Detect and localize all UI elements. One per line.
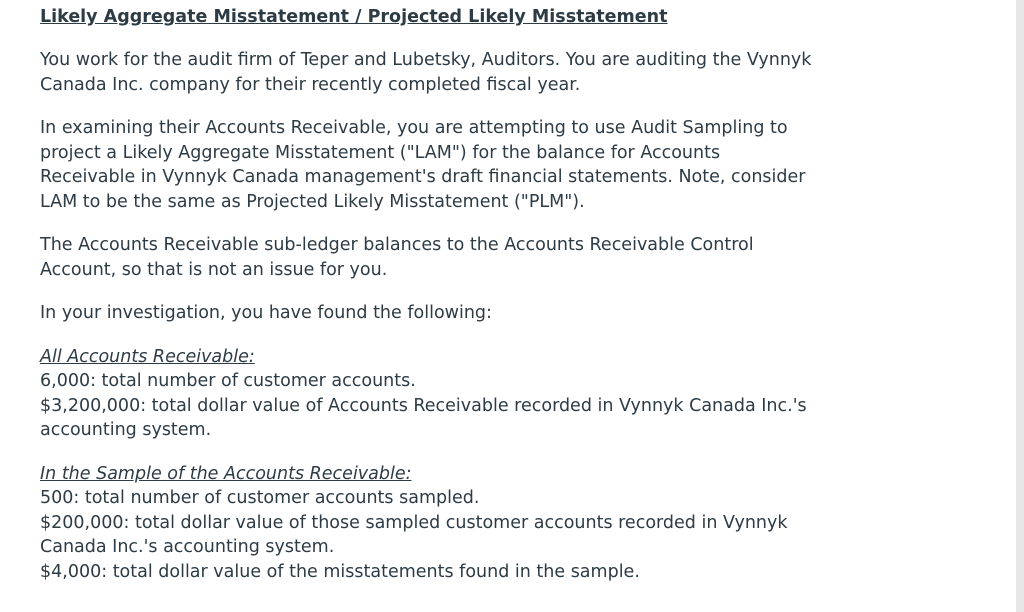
subledger-paragraph: The Accounts Receivable sub-ledger balances to the Accounts Receivable Control Account, so that is not an issue for you. bbox=[40, 235, 754, 280]
investigation-paragraph: In your investigation, you have found the following: bbox=[40, 303, 492, 323]
all-ar-line: $3,200,000: total dollar value of Accounts Receivable recorded in Vynnyk Canada Inc.'s accounting system. bbox=[40, 395, 807, 440]
sample-ar-line: 500: total number of customer accounts sampled. bbox=[40, 488, 480, 508]
sample-ar-line: $200,000: total dollar value of those sampled customer accounts recorded in Vynnyk Canada Inc.'s accounting system. bbox=[40, 512, 788, 557]
all-ar-section bbox=[40, 345, 815, 443]
all-ar-line: 6,000: total number of customer accounts. bbox=[40, 371, 416, 391]
sample-ar-line: $4,000: total dollar value of the misstatements found in the sample. bbox=[40, 561, 640, 582]
sampling-paragraph: In examining their Accounts Receivable, you are attempting to use Audit Sampling to project a Likely Aggregate Misstatement ("LAM") for the balance for Accounts Receivable in Vynnyk Canada management's draft financial statements. Note, consider LAM to be the same as Projected Likely Misstatement ("PLM"). bbox=[40, 118, 806, 212]
sample-ar-heading: In the Sample of the Accounts Receivable: bbox=[40, 463, 412, 484]
sample-ar-section bbox=[40, 462, 815, 585]
intro-paragraph: You work for the audit firm of Teper and Lubetsky, Auditors. You are auditing the Vynnyk Canada Inc. company for their recently completed fiscal year. bbox=[40, 50, 812, 95]
page-title: Likely Aggregate Misstatement / Projected Likely Misstatement bbox=[40, 7, 668, 27]
scrollbar[interactable] bbox=[1016, 0, 1024, 612]
all-ar-heading: All Accounts Receivable: bbox=[40, 346, 255, 367]
question-content bbox=[40, 4, 815, 603]
